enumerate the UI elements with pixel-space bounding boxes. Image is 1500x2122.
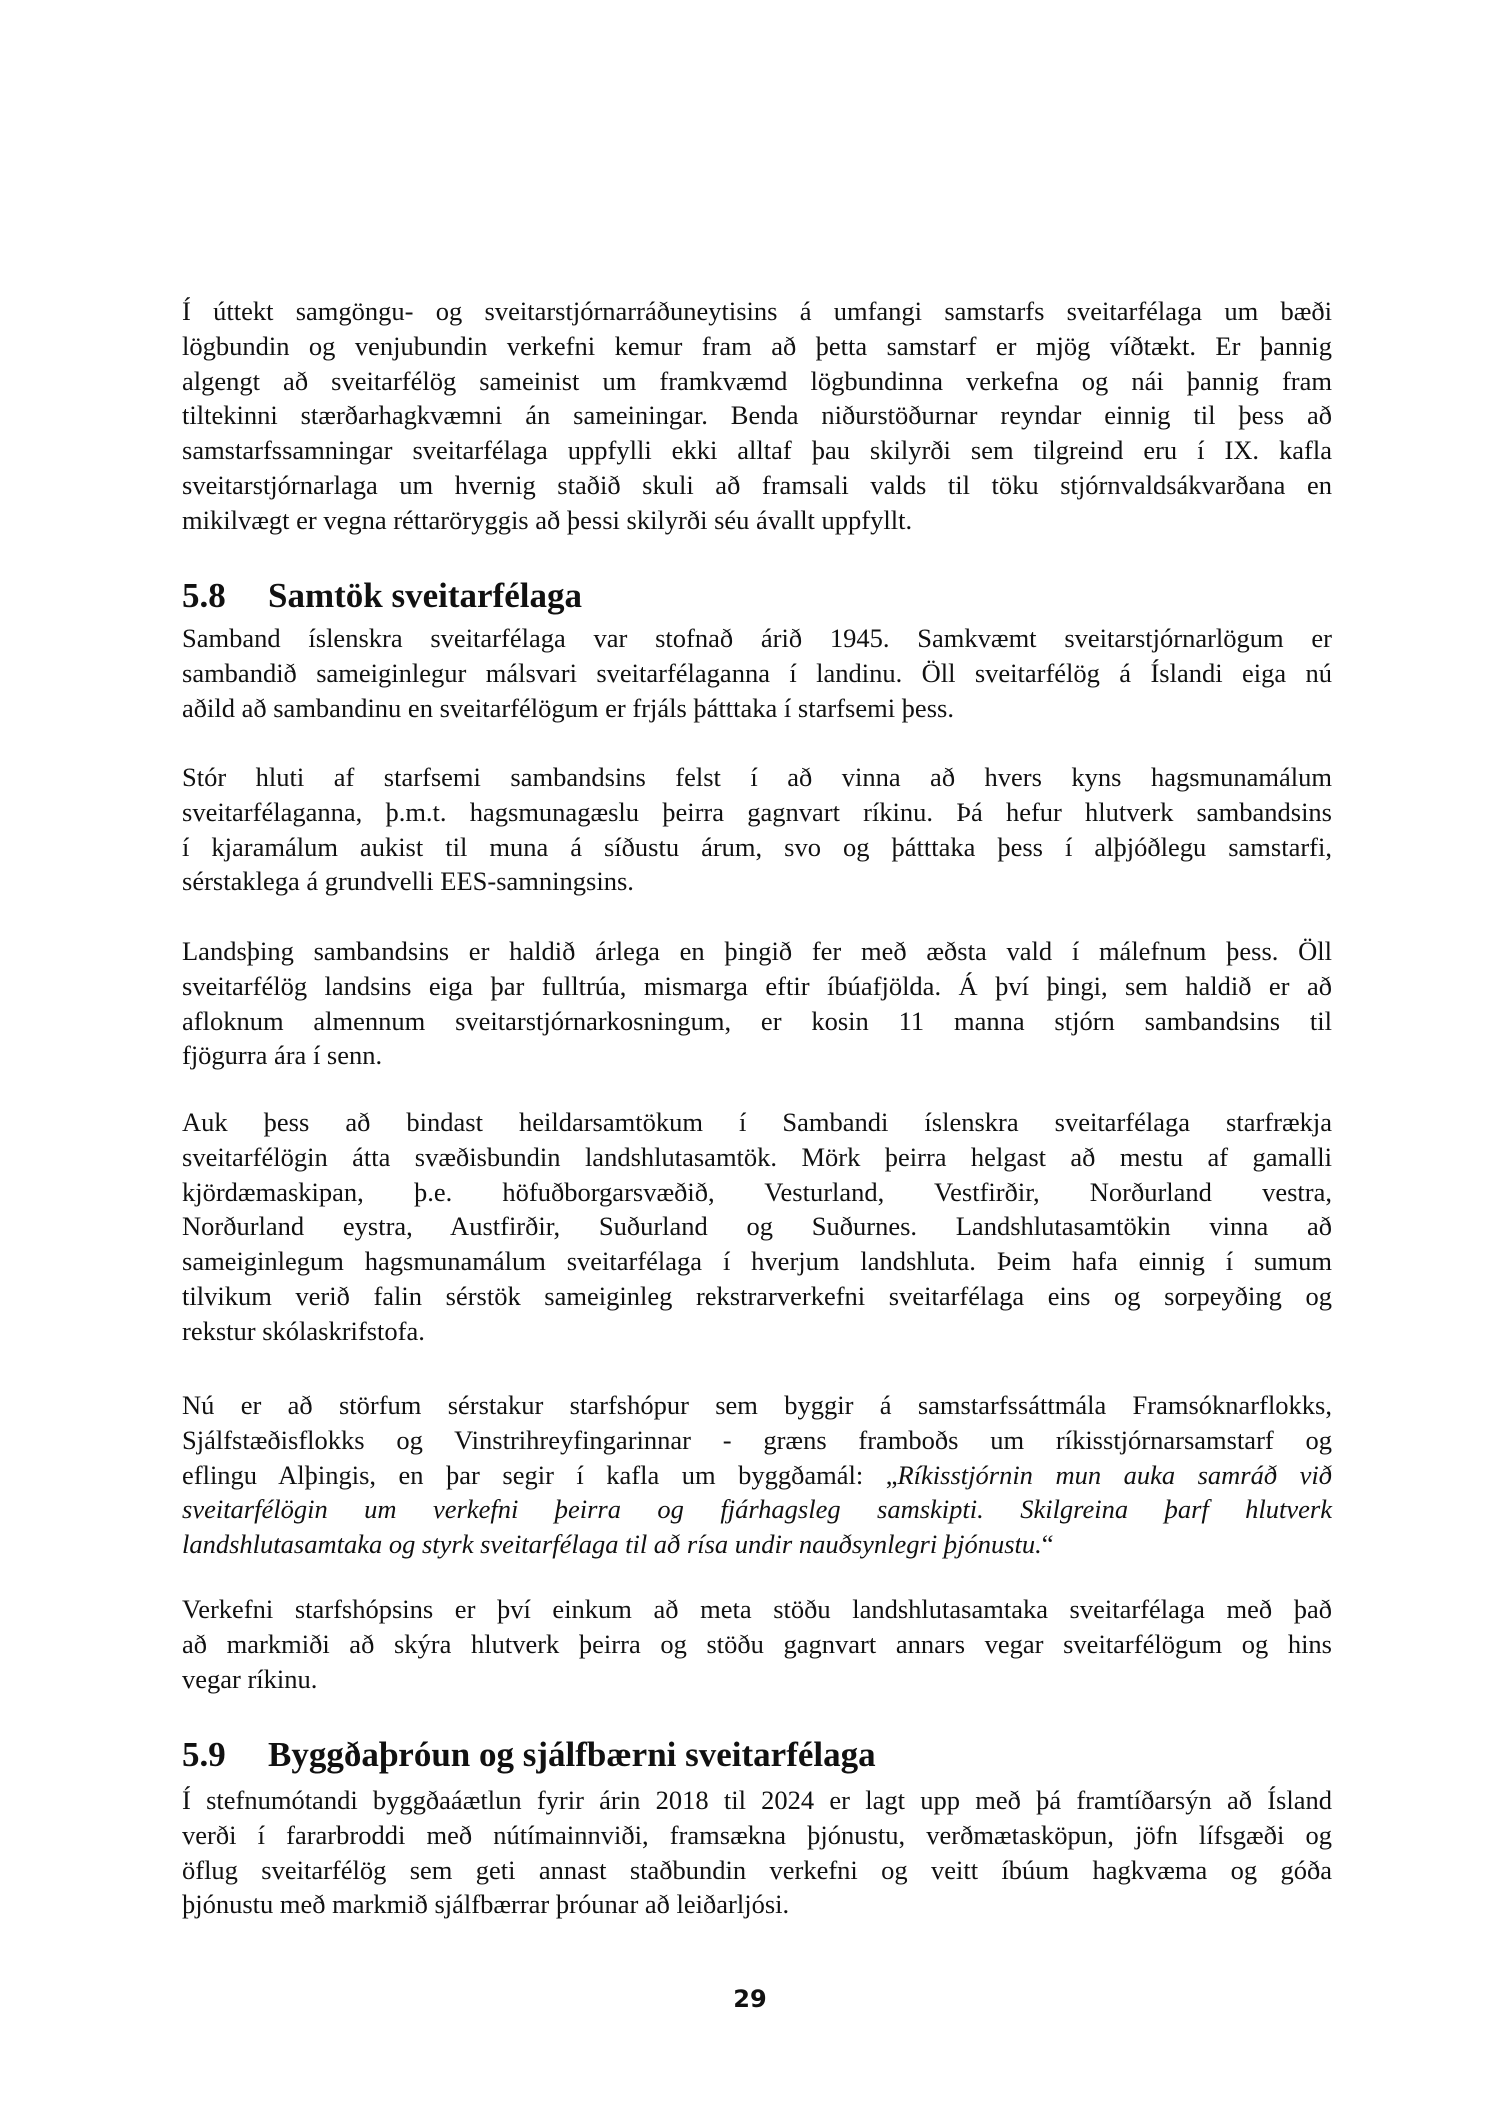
text-line: Verkefni starfshópsins er því einkum að meta stöðu landshlutasamtaka sveitarfélaga með það (182, 1594, 1332, 1624)
text-line: sérstaklega á grundvelli EES-samningsins. (182, 866, 634, 897)
page-number: 29 (733, 1985, 767, 2013)
text-line: Í stefnumótandi byggðaáætlun fyrir árin 2018 til 2024 er lagt upp með þá framtíðarsýn að Ísland (182, 1785, 1332, 1815)
paragraph-starfshopur (182, 1388, 1332, 1562)
text-line: öflug sveitarfélög sem geti annast staðbundin verkefni og veitt íbúum hagkvæma og góða (182, 1854, 1332, 1885)
paragraph-samband (182, 621, 1332, 725)
text-line: tilvikum verið falin sérstök sameiginleg rekstrarverkefni sveitarfélaga eins og sorpeyðing og (182, 1280, 1332, 1311)
text-line: vegar ríkinu. (182, 1663, 318, 1694)
text-line: þjónustu með markmið sjálfbærrar þróunar að leiðarljósi. (182, 1889, 790, 1920)
paragraph-intro (182, 294, 1332, 538)
paragraph-starfsemi (182, 760, 1332, 899)
paragraph-landsthing (182, 934, 1332, 1073)
text-line: að markmiði að skýra hlutverk þeirra og stöðu gagnvart annars vegar sveitarfélögum og hins (182, 1628, 1332, 1659)
text-line: kjördæmaskipan, þ.e. höfuðborgarsvæðið, Vesturland, Vestfirðir, Norðurland vestra, (182, 1176, 1332, 1207)
italic-quote-text: sveitarfélögin um verkefni þeirra og fjárhagsleg samskipti. Skilgreina þarf hlutverk (182, 1494, 1332, 1525)
text-line: Stór hluti af starfsemi sambandsins felst í að vinna að hvers kyns hagsmunamálum (182, 762, 1332, 792)
section-number: 5.9 (182, 1735, 226, 1774)
text-line: mikilvægt er vegna réttaröryggis að þessi skilyrði séu ávallt uppfyllt. (182, 504, 913, 535)
text-line: tiltekinni stærðarhagkvæmni án sameiningar. Benda niðurstöðurnar reyndar einnig til þess að (182, 400, 1332, 431)
text-line: verði í fararbroddi með nútímainnviði, framsækna þjónustu, verðmætasköpun, jöfn lífsgæði og (182, 1819, 1332, 1850)
text-line: sveitarfélög landsins eiga þar fulltrúa, mismarga eftir íbúafjölda. Á því þingi, sem haldið er að (182, 970, 1332, 1001)
section-heading-5-9 (182, 1735, 876, 1775)
text-line (182, 1492, 1332, 1527)
text-segment: “ (1041, 1529, 1054, 1560)
section-title: Samtök sveitarfélaga (268, 576, 582, 615)
text-line: sameiginlegum hagsmunamálum sveitarfélaga í hverjum landshluta. Þeim hafa einnig í sumum (182, 1246, 1332, 1277)
text-line: rekstur skólaskrifstofa. (182, 1315, 425, 1346)
section-title: Byggðaþróun og sjálfbærni sveitarfélaga (268, 1735, 876, 1774)
text-line: sveitarstjórnarlaga um hvernig staðið skuli að framsali valds til töku stjórnvaldsákvarðana en (182, 469, 1332, 500)
paragraph-landshlutasamtok (182, 1105, 1332, 1349)
paragraph-byggdaaaetlun (182, 1783, 1332, 1922)
text-line: í kjaramálum aukist til muna á síðustu árum, svo og þátttaka þess í alþjóðlegu samstarfi, (182, 831, 1332, 862)
text-line: samstarfssamningar sveitarfélaga uppfylli ekki alltaf þau skilyrði sem tilgreind eru í IX. kafla (182, 435, 1332, 466)
italic-quote-text: landshlutasamtaka og styrk sveitarfélaga til að rísa undir nauðsynlegri þjónustu. (182, 1529, 1042, 1560)
text-line (182, 1458, 1332, 1493)
text-line: lögbundin og venjubundin verkefni kemur fram að þetta samstarf er mjög víðtækt. Er þannig (182, 330, 1332, 361)
text-line: sambandið sameiginlegur málsvari sveitarfélaganna í landinu. Öll sveitarfélög á Íslandi eiga nú (182, 657, 1332, 688)
text-line: Samband íslenskra sveitarfélaga var stofnað árið 1945. Samkvæmt sveitarstjórnarlögum er (182, 623, 1332, 653)
text-line: afloknum almennum sveitarstjórnarkosningum, er kosin 11 manna stjórn sambandsins til (182, 1005, 1332, 1036)
text-line: sveitarfélögin átta svæðisbundin landshlutasamtök. Mörk þeirra helgast að mestu af gamalli (182, 1141, 1332, 1172)
text-line: Í úttekt samgöngu- og sveitarstjórnarráðuneytisins á umfangi samstarfs sveitarfélaga um bæði (182, 296, 1332, 326)
text-line: Landsþing sambandsins er haldið árlega en þingið fer með æðsta vald í málefnum þess. Öll (182, 936, 1332, 966)
text-line: Nú er að störfum sérstakur starfshópur sem byggir á samstarfssáttmála Framsóknarflokks, (182, 1390, 1332, 1420)
section-heading-5-8 (182, 576, 582, 616)
text-line: Norðurland eystra, Austfirðir, Suðurland og Suðurnes. Landshlutasamtökin vinna að (182, 1211, 1332, 1242)
text-line: Auk þess að bindast heildarsamtökum í Sambandi íslenskra sveitarfélaga starfrækja (182, 1107, 1332, 1137)
text-segment: eflingu Alþingis, en þar segir í kafla um byggðamál: „ (182, 1459, 898, 1490)
paragraph-verkefni (182, 1592, 1332, 1696)
text-line: aðild að sambandinu en sveitarfélögum er frjáls þátttaka í starfsemi þess. (182, 692, 954, 723)
section-number: 5.8 (182, 576, 226, 615)
italic-quote-text: Ríkisstjórnin mun auka samráð við (897, 1459, 1332, 1490)
text-line (182, 1527, 1332, 1562)
text-line: fjögurra ára í senn. (182, 1040, 383, 1071)
text-line: algengt að sveitarfélög sameinist um framkvæmd lögbundinna verkefna og nái þannig fram (182, 365, 1332, 396)
text-line: Sjálfstæðisflokks og Vinstrihreyfingarinnar - græns framboðs um ríkisstjórnarsamstarf og (182, 1424, 1332, 1455)
text-line: sveitarfélaganna, þ.m.t. hagsmunagæslu þeirra gagnvart ríkinu. Þá hefur hlutverk sambandsins (182, 796, 1332, 827)
